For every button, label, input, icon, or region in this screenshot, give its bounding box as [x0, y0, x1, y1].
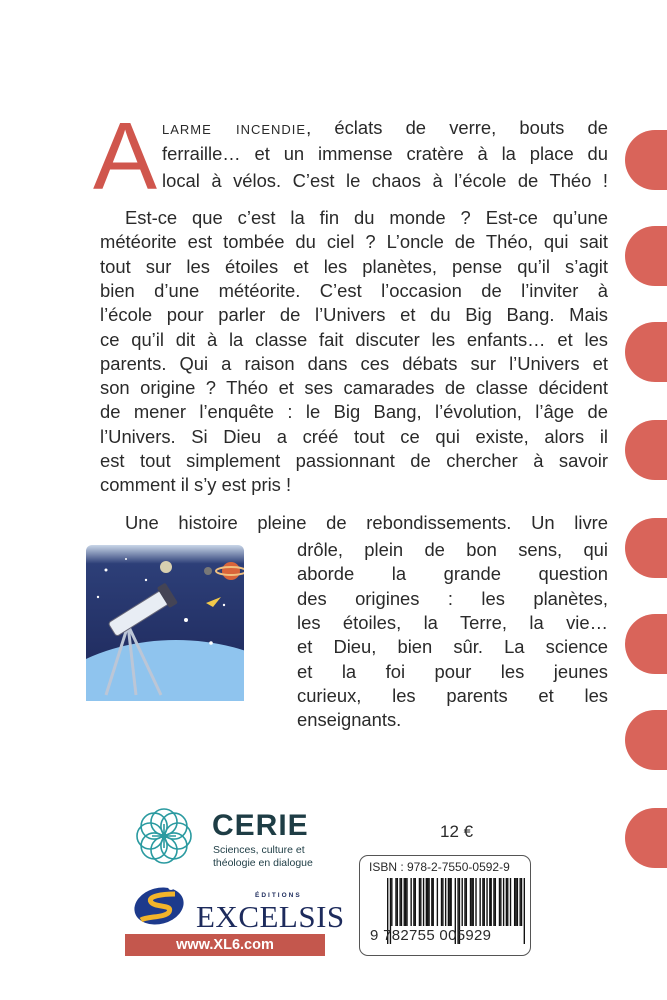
barcode-bar	[406, 878, 407, 926]
blurb-line: l’Univers. Si Dieu a créé tout ce qui existe, alors il	[100, 425, 608, 447]
isbn-barcode-box	[359, 855, 531, 956]
blurb-line: curieux, les parents et les	[297, 684, 608, 706]
barcode-bar	[489, 878, 490, 926]
blurb-line: de mener l’enquête : le Big Bang, l’évolution, l’âge de	[100, 401, 608, 423]
barcode-bar	[475, 878, 476, 926]
barcode-bar	[426, 878, 427, 926]
side-tab	[625, 322, 667, 382]
barcode-bar	[479, 878, 480, 926]
price: 12 €	[440, 822, 474, 841]
telescope-space-illustration	[86, 545, 244, 701]
barcode-bar	[427, 878, 428, 926]
cerie-subtitle: Sciences, culture et	[213, 844, 305, 856]
barcode-bar	[515, 878, 516, 926]
blurb-line: et Dieu, bien sûr. La science	[297, 636, 608, 658]
side-tab	[625, 614, 667, 674]
blurb-line: son origine ? Théo et ses camarades de classe décident	[100, 377, 608, 399]
barcode-bar	[423, 878, 424, 926]
barcode-bar	[471, 878, 472, 926]
publisher-url[interactable]: www.XL6.com	[125, 934, 325, 956]
barcode-bar	[433, 878, 434, 926]
barcode-bar	[486, 878, 487, 926]
barcode-bar	[464, 878, 465, 926]
barcode-bar	[449, 878, 450, 926]
barcode-bar	[410, 878, 411, 926]
barcode-digits: 9 782755 005929	[370, 927, 492, 944]
barcode-bar	[415, 878, 416, 926]
line-rest: , éclats de verre, bouts de	[306, 117, 608, 138]
barcode-bar	[437, 878, 438, 926]
barcode-bar	[519, 878, 520, 926]
barcode-bar	[470, 878, 471, 926]
barcode-bar	[428, 878, 429, 926]
cerie-subtitle: théologie en dialogue	[213, 857, 313, 869]
barcode-bar	[495, 878, 496, 926]
barcode-bar	[484, 878, 485, 926]
isbn-label: ISBN : 978-2-7550-0592-9	[369, 860, 510, 874]
barcode-bar	[442, 878, 443, 926]
side-tab	[625, 710, 667, 770]
barcode-bar	[482, 878, 483, 926]
barcode-bar	[514, 878, 515, 926]
blurb-line: local à vélos. C’est le chaos à l’école de Théo !	[162, 169, 608, 191]
barcode-bar	[405, 878, 406, 926]
barcode-bar	[397, 878, 398, 926]
barcode-bar	[431, 878, 432, 926]
blurb-line: parents. Qui a raison dans ces débats sur l’Univers et	[100, 352, 608, 374]
blurb-line: l’école pour parler de l’Univers et du Big Bang. Mais	[100, 304, 608, 326]
blurb-line: ferraille… et un immense cratère à la place du	[162, 143, 608, 164]
editions-label: ÉDITIONS	[255, 892, 302, 899]
publisher-name: EXCELSIS	[196, 899, 345, 934]
barcode-bar	[466, 878, 467, 926]
blurb-line: bien d’une météorite. C’est l’occasion de l’inviter à	[100, 279, 608, 301]
blurb-line: météorite est tombée du ciel ? L’oncle de Théo, qui sait	[100, 231, 608, 253]
barcode-bar	[441, 878, 442, 926]
side-tab	[625, 226, 667, 286]
smallcaps-lead: larme incendie	[162, 117, 307, 138]
barcode-bar	[507, 878, 508, 926]
barcode-bar	[521, 878, 522, 926]
blurb-line: tout sur les étoiles et les planètes, pense qu’il s’agit	[100, 255, 608, 277]
barcode-bar	[491, 878, 492, 926]
barcode-bar	[401, 878, 402, 926]
excelsis-logo	[133, 882, 185, 926]
side-tab	[625, 420, 667, 480]
blurb-line: et la foi pour les jeunes	[297, 660, 608, 682]
blurb-line: ce qu’il dit à la classe fait discuter les enfants… et les	[100, 328, 608, 350]
barcode-bar	[391, 878, 392, 926]
barcode-bar	[420, 878, 421, 926]
drop-cap: A	[93, 103, 158, 210]
side-tab	[625, 808, 667, 868]
barcode-bar	[413, 878, 414, 926]
barcode-bar	[524, 878, 525, 944]
blurb-line: Est-ce que c’est la fin du monde ? Est-ce qu’une	[125, 207, 608, 228]
barcode-bar	[399, 878, 400, 926]
barcode-bar	[500, 878, 501, 926]
barcode-bar	[419, 878, 420, 926]
blurb-line: aborde la grande question	[297, 563, 608, 585]
barcode-bar	[506, 878, 507, 926]
side-tab	[625, 518, 667, 578]
blurb-line: les étoiles, la Terre, la vie…	[297, 611, 608, 633]
blurb-line: drôle, plein de bon sens, qui	[297, 539, 608, 560]
barcode-bar	[448, 878, 449, 926]
barcode-bar	[503, 878, 504, 926]
blurb-line: Une histoire pleine de rebondissements. Un livre	[125, 512, 608, 533]
blurb-line: comment il s’y est pris !	[100, 474, 292, 496]
blurb-line: des origines : les planètes,	[297, 587, 608, 609]
blurb-line: est tout simplement passionnant de chercher à savoir	[100, 450, 608, 471]
barcode-bar	[445, 878, 446, 926]
barcode-bar	[499, 878, 500, 926]
barcode-bar	[404, 878, 405, 926]
barcode-bar	[462, 878, 463, 926]
barcode-bar	[510, 878, 511, 926]
barcode-bar	[450, 878, 451, 926]
side-tab	[625, 130, 667, 190]
barcode-bar	[493, 878, 494, 926]
barcode-bar	[473, 878, 474, 926]
blurb-line	[162, 116, 608, 140]
cerie-name: CERIE	[212, 809, 309, 842]
blurb-line: enseignants.	[297, 709, 402, 731]
cerie-flower-logo	[132, 804, 196, 868]
barcode-bar	[517, 878, 518, 926]
barcode-bar	[395, 878, 396, 926]
